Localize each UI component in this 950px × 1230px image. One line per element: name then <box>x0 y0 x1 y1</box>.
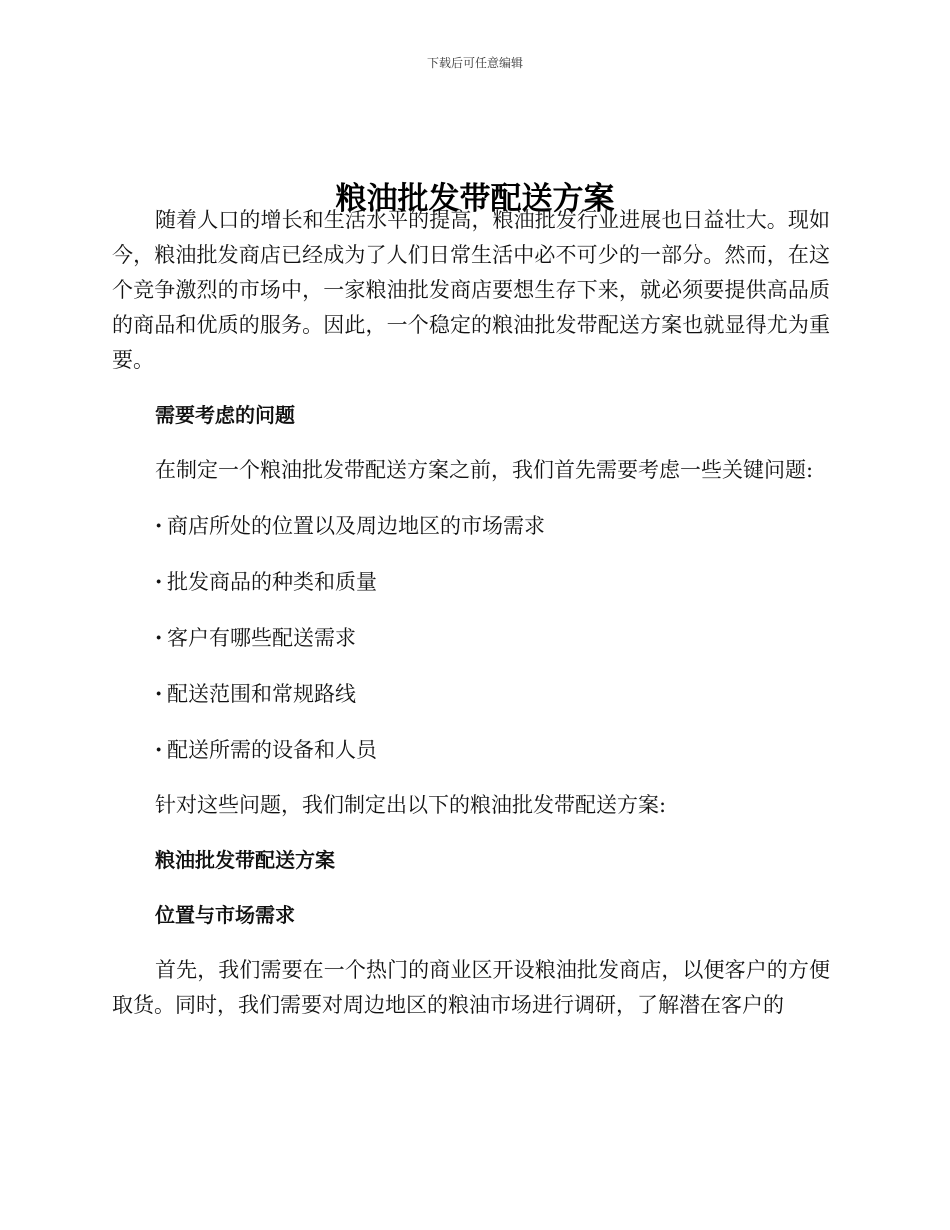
section-heading-consider: 需要考虑的问题 <box>155 403 295 427</box>
bullet-marker: · <box>155 625 163 650</box>
list-item-text: 配送范围和常规路线 <box>167 682 356 706</box>
header-note: 下载后可任意编辑 <box>426 56 523 70</box>
list-item <box>155 732 830 768</box>
intro-paragraph: 随着人口的增长和生活水平的提高，粮油批发行业进展也日益壮大。现如今，粮油批发商店已经成为了人们日常生活中必不可少的一部分。然而，在这个竞争激烈的市场中，一家粮油批发商店要想生存下来，就必须要提供高品质的商品和优质的服务。因此，一个稳定的粮油批发带配送方案也就显得尤为重要。 <box>112 208 830 372</box>
section-heading-plan: 粮油批发带配送方案 <box>155 848 335 872</box>
consider-lead-paragraph: 在制定一个粮油批发带配送方案之前，我们首先需要考虑一些关键问题: <box>155 458 814 482</box>
subsection-heading-location: 位置与市场需求 <box>155 903 295 927</box>
document-body <box>112 203 830 1023</box>
document-title: 粮油批发带配送方案 <box>335 180 615 217</box>
list-item-text: 客户有哪些配送需求 <box>167 626 356 650</box>
bullet-marker: · <box>155 737 163 762</box>
bullet-marker: · <box>155 513 163 538</box>
list-item <box>155 676 830 712</box>
list-item <box>155 620 830 656</box>
consider-conclusion-paragraph: 针对这些问题，我们制定出以下的粮油批发带配送方案: <box>155 793 667 817</box>
location-paragraph: 首先，我们需要在一个热门的商业区开设粮油批发商店，以便客户的方便取货。同时，我们需要对周边地区的粮油市场进行调研，了解潜在客户的 <box>112 958 830 1017</box>
list-item <box>155 508 830 544</box>
list-item <box>155 564 830 600</box>
consider-list <box>112 508 830 768</box>
bullet-marker: · <box>155 681 163 706</box>
list-item-text: 批发商品的种类和质量 <box>167 570 377 594</box>
list-item-text: 配送所需的设备和人员 <box>167 738 377 762</box>
list-item-text: 商店所处的位置以及周边地区的市场需求 <box>167 514 545 538</box>
bullet-marker: · <box>155 569 163 594</box>
